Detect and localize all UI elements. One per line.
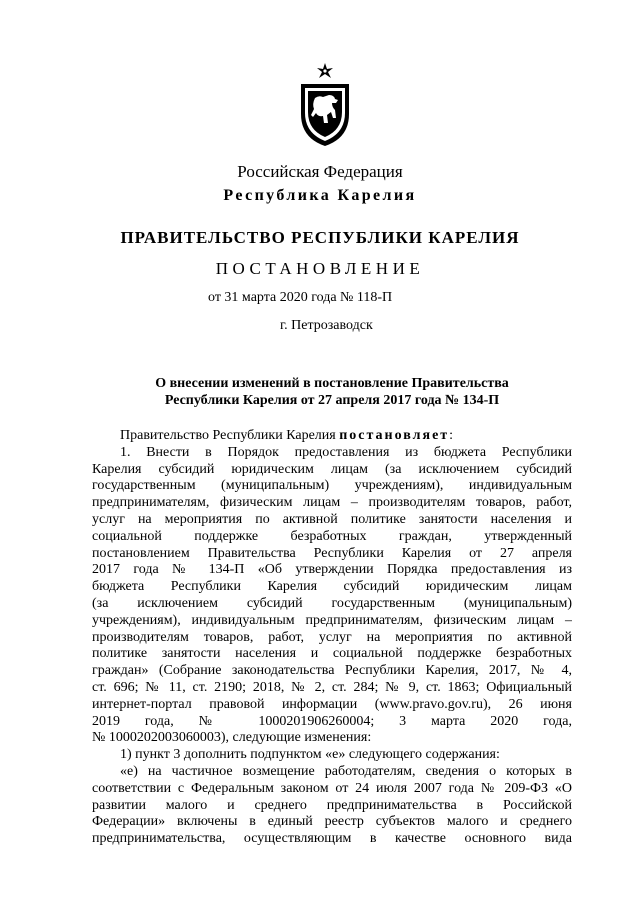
body-line: услуг на мероприятия по активной политике занятости населения и bbox=[92, 511, 572, 527]
coat-of-arms-icon bbox=[296, 62, 354, 148]
government-title: ПРАВИТЕЛЬСТВО РЕСПУБЛИКИ КАРЕЛИЯ bbox=[120, 228, 520, 247]
intro-prefix: Правительство Республики Карелия bbox=[120, 428, 340, 443]
document-type: ПОСТАНОВЛЕНИЕ bbox=[215, 259, 425, 278]
body-line: соответствии с Федеральным законом от 24 июля 2007 года № 209-ФЗ «О bbox=[92, 780, 572, 796]
body-line: производителям товаров, работ, услуг на мероприятия по активной bbox=[92, 629, 572, 645]
body-line: политике занятости населения и социальной поддержке безработных bbox=[92, 646, 572, 662]
body-line: граждан» (Собрание законодательства Республики Карелия, 2017, № 4, bbox=[92, 663, 572, 679]
country-name: Российская Федерация bbox=[237, 162, 403, 181]
body-line: предпринимателям, физическим лицам – производителям товаров, работ, bbox=[92, 495, 572, 511]
body-line: (за исключением субсидий государственным (муниципальным) bbox=[92, 595, 572, 611]
city: г. Петрозаводск bbox=[280, 318, 373, 333]
body-line: 1. Внести в Порядок предоставления из бюджета Республики bbox=[120, 444, 572, 460]
body-line: Карелия субсидий юридическим лицам (за исключением субсидий bbox=[92, 461, 572, 477]
subject-line-2: Республики Карелия от 27 апреля 2017 года № 134-П bbox=[164, 393, 500, 408]
body-line: интернет-портал правовой информации (www.pravo.gov.ru), 26 июня bbox=[92, 696, 572, 712]
intro-line bbox=[92, 428, 572, 445]
body-line: ст. 696; № 11, ст. 2190; 2018, № 2, ст. 284; № 9, ст. 1863; Официальный bbox=[92, 679, 572, 695]
body-line: предпринимательства, осуществляющим в качестве основного вида bbox=[92, 831, 572, 847]
body-line: 2019 года, № 1000201906260004; 3 марта 2020 года, bbox=[92, 713, 572, 729]
body-line: развитии малого и среднего предпринимательства в Российской bbox=[92, 797, 572, 813]
republic-name: Республика Карелия bbox=[223, 187, 417, 204]
intro-suffix: : bbox=[449, 428, 454, 443]
body-line: учреждениям), индивидуальным предпринимателям, физическим лицам – bbox=[92, 612, 572, 628]
body-line: 2017 года № 134-П «Об утверждении Порядка предоставления из bbox=[92, 562, 572, 578]
body-line: Федерации» включены в единый реестр субъектов малого и среднего bbox=[92, 814, 572, 830]
intro-keyword: постановляет bbox=[339, 428, 450, 443]
subject-line-1: О внесении изменений в постановление Правительства bbox=[155, 376, 509, 391]
body-line: 1) пункт 3 дополнить подпунктом «е» следующего содержания: bbox=[120, 747, 500, 763]
date-and-number: от 31 марта 2020 года № 118-П bbox=[208, 290, 393, 305]
body-line: «е) на частичное возмещение работодателям, сведения о которых в bbox=[120, 763, 572, 779]
body-line: социальной поддержке безработных граждан, утвержденный bbox=[92, 528, 572, 544]
body-line: государственным (муниципальным) учреждениям), индивидуальным bbox=[92, 478, 572, 494]
body-line: № 1000202003060003), следующие изменения: bbox=[92, 730, 372, 746]
document-body bbox=[92, 428, 572, 848]
body-line: постановлением Правительства Республики Карелия от 27 апреля bbox=[92, 545, 572, 561]
body-line: бюджета Республики Карелия субсидий юридическим лицам bbox=[92, 579, 572, 595]
